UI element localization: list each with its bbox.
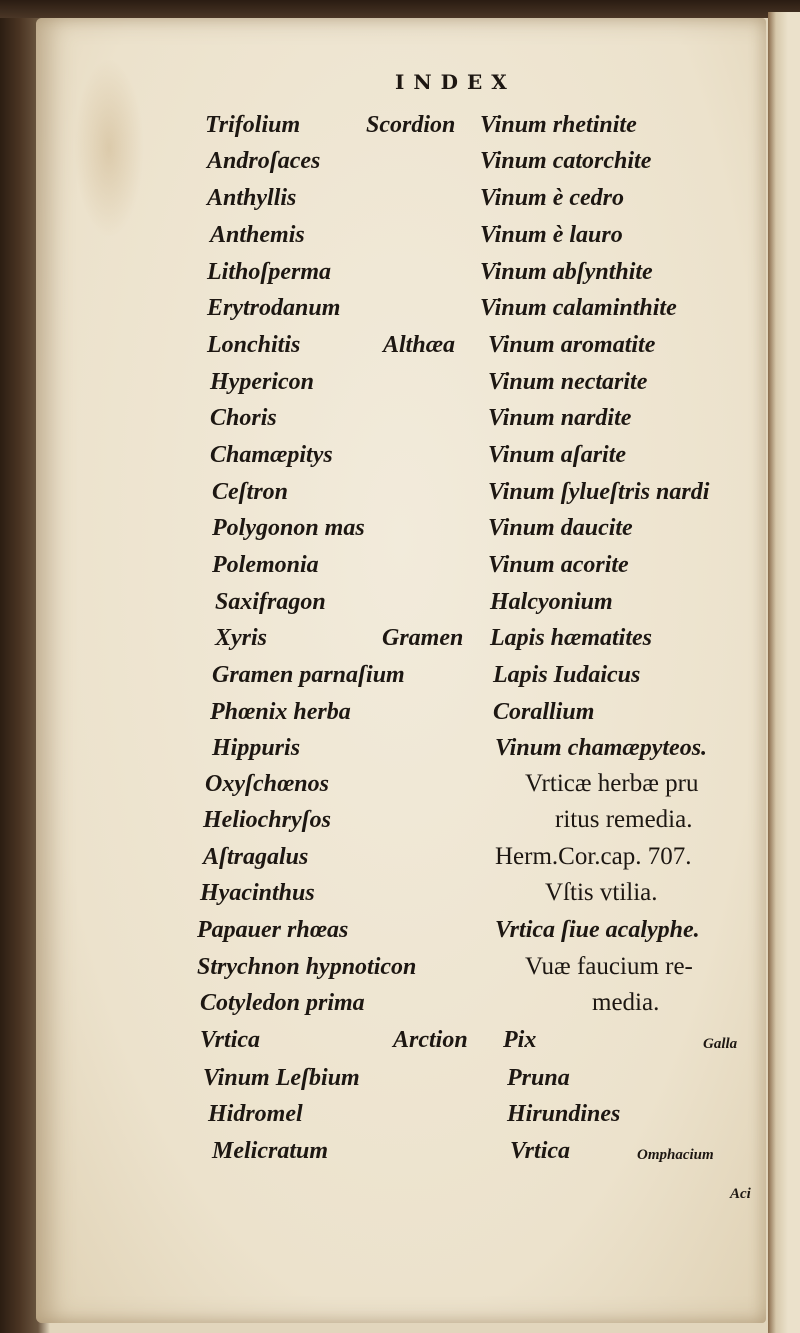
index-entry: Heliochryſos [203,807,331,833]
index-entry: Ceſtron [212,479,289,505]
index-entry: Vinum nardite [488,405,632,431]
index-entry: Trifolium [205,112,301,138]
book-top-edge [0,0,800,18]
index-entry: Vinum ſylueſtris nardi [488,479,710,505]
index-entry: Lonchitis [207,332,301,358]
index-entry: Oxyſchœnos [205,771,329,797]
index-entry: Papauer rhœas [197,917,349,943]
index-entry: Saxifragon [215,589,326,615]
index-entry: Vinum aſarite [488,442,627,468]
index-entry: Arction [393,1027,468,1053]
index-entry: Vinum è cedro [480,185,625,211]
index-entry: Vrtica ſiue acalyphe. [495,917,700,943]
facing-page-edge [768,12,800,1333]
index-entry: Omphacium [637,1147,714,1163]
index-entry: Lithoſperma [207,259,331,285]
index-entry: media. [592,989,660,1016]
index-entry: Vinum abſynthite [480,259,653,285]
index-entry: Polygonon mas [212,515,365,541]
index-entry: Lapis hæmatites [490,625,653,651]
index-entry: Pruna [507,1065,570,1091]
index-entry: Vrtica [200,1027,261,1053]
index-entry: ritus remedia. [555,806,693,833]
index-entry: Scordion [366,112,456,138]
index-entry: Vinum daucite [488,515,633,541]
index-entry: Pix [503,1027,537,1053]
index-entry: Phœnix herba [210,699,351,725]
index-entry: Melicratum [212,1138,329,1164]
index-entry: Vinum rhetinite [480,112,637,138]
index-entry: Hirundines [507,1101,621,1127]
index-entry: Gramen [382,625,464,651]
index-entry: Anthyllis [207,185,297,211]
index-entry: Althæa [383,332,456,358]
index-entry: Hyacinthus [200,880,315,906]
index-entry: Hidromel [208,1101,303,1127]
index-entry: Choris [210,405,277,431]
index-entry: Vſtis vtilia. [545,879,658,906]
index-entry: Vrtica [510,1138,571,1164]
index-entry: Hippuris [212,735,301,761]
index-entry: Androſaces [207,148,321,174]
index-entry: Vinum è lauro [480,222,623,248]
index-entry: Chamæpitys [210,442,333,468]
index-entry: Vinum Leſbium [203,1065,360,1091]
index-entry: Vrticæ herbæ pru [525,770,699,797]
index-entry: Vinum aromatite [488,332,656,358]
index-entry: Vuæ faucium re- [525,953,693,980]
index-entry: Galla [703,1036,738,1052]
index-entry: Vinum chamæpyteos. [495,735,708,761]
index-entry: Xyris [215,625,268,651]
index-entry: Gramen parnaſium [212,662,405,688]
index-entry: Aci [730,1186,751,1202]
index-entry: Vinum calaminthite [480,295,677,321]
index-entry: Erytrodanum [207,295,341,321]
paper-stain [74,58,144,238]
index-entry: Vinum nectarite [488,369,648,395]
index-entry: Anthemis [210,222,305,248]
page-header: INDEX [395,70,516,94]
index-entry: Strychnon hypnoticon [197,954,417,980]
index-entry: Polemonia [212,552,319,578]
index-entry: Hypericon [210,369,314,395]
index-entry: Herm.Cor.cap. 707. [495,843,692,870]
index-entry: Corallium [493,699,595,725]
index-entry: Halcyonium [490,589,613,615]
index-entry: Lapis Iudaicus [493,662,641,688]
index-entry: Vinum catorchite [480,148,652,174]
index-entry: Vinum acorite [488,552,629,578]
index-entry: Cotyledon prima [200,990,365,1016]
index-entry: Aſtragalus [203,844,309,870]
